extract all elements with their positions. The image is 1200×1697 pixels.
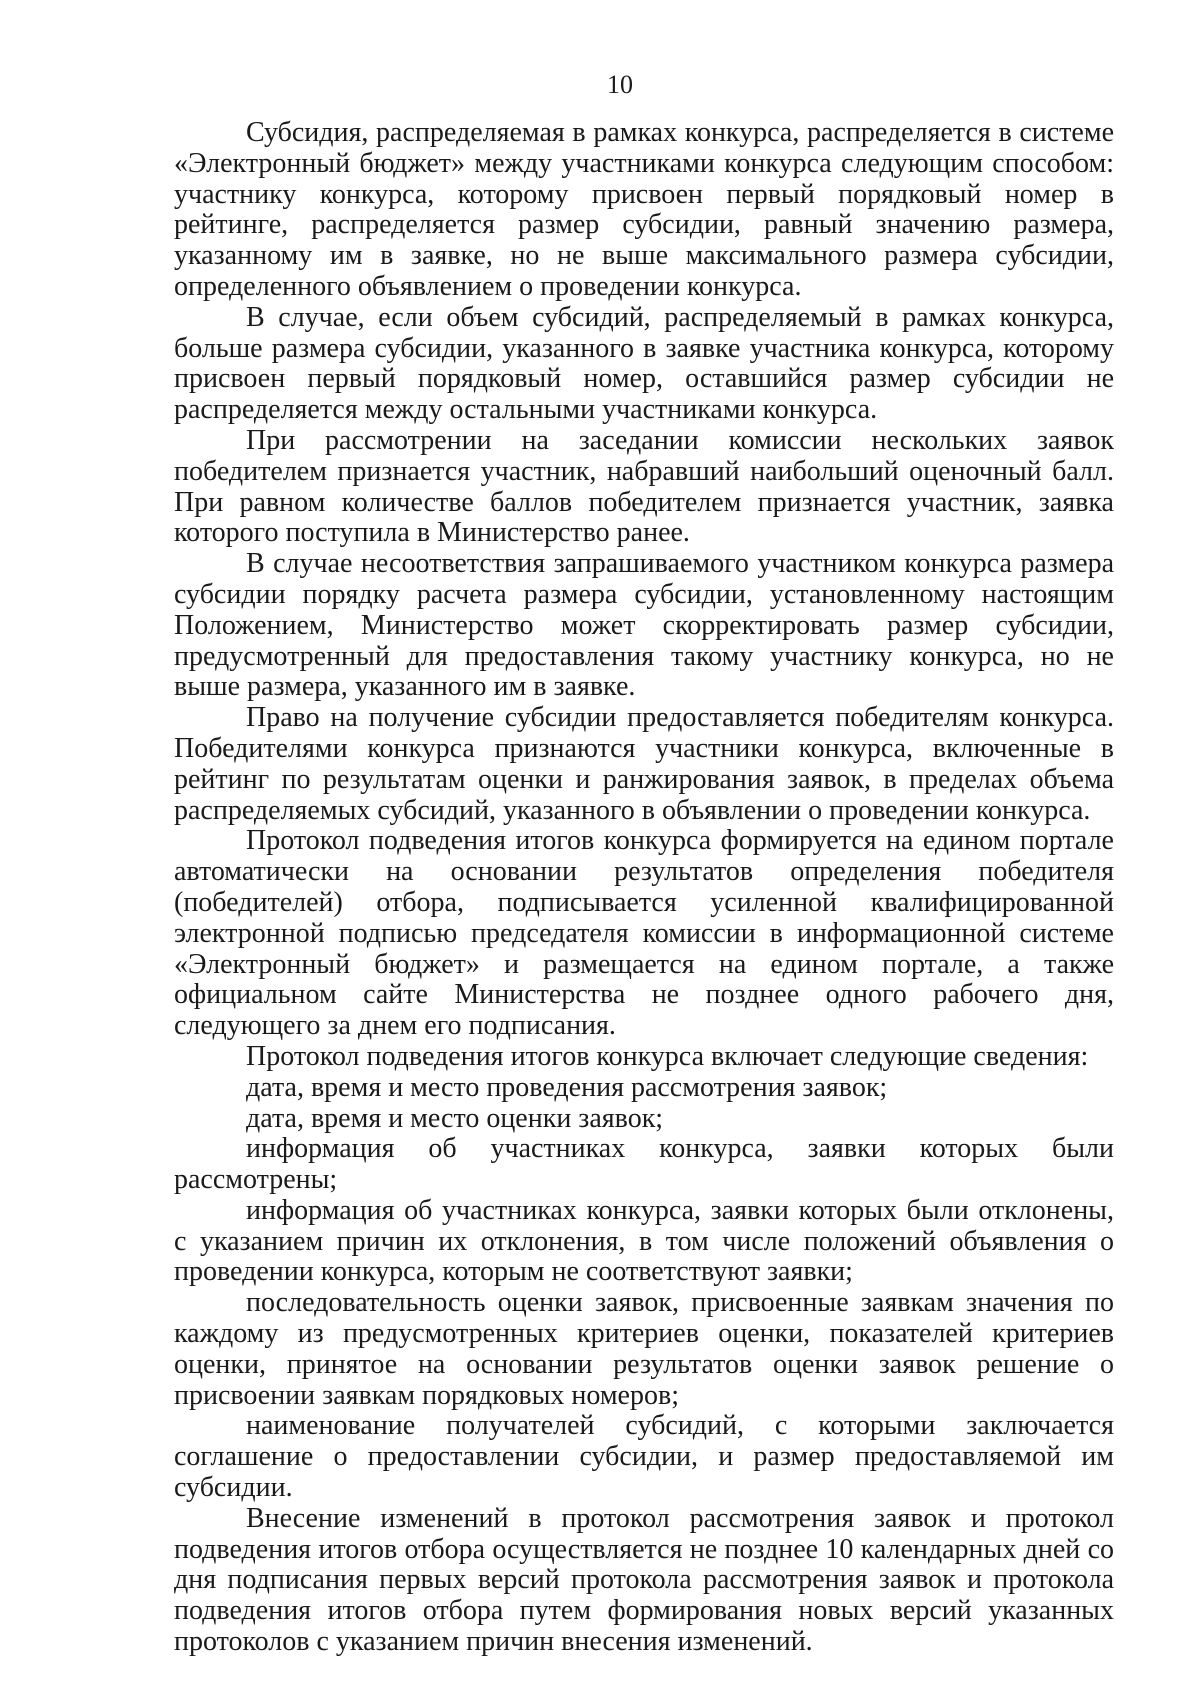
list-item-recipients: наименование получателей субсидий, с которыми заключается соглашение о предоставлении субсидии, и размер предоставляемой им субсидии. — [174, 1410, 1114, 1504]
paragraph-size-correction: В случае несоответствия запрашиваемого участником конкурса размера субсидии порядку расчета размера субсидии, установленному настоящим Положением, Министерство может скорректировать размер субсидии, предусмотренный для предоставления такому участнику конкурса, но не выше размера, указанного им в заявке. — [174, 548, 1114, 703]
page-number: 10 — [607, 70, 633, 99]
paragraph-winner-selection: При рассмотрении на заседании комиссии нескольких заявок победителем признается участник, набравший наибольший оценочный балл. При равном количестве баллов победителем признается участник, заявка которого поступила в Министерство ранее. — [174, 424, 1114, 549]
list-item-rejected-participants: информация об участниках конкурса, заявки которых были отклонены, с указанием причин их отклонения, в том числе положений объявления о проведении конкурса, которым не соответствуют заявки; — [174, 1194, 1114, 1288]
list-item-evaluation-date: дата, время и место оценки заявок; — [246, 1102, 664, 1134]
paragraph-right-to-subsidy: Право на получение субсидии предоставляется победителям конкурса. Победителями конкурса признаются участники конкурса, включенные в рейтинг по результатам оценки и ранжирования заявок, в пределах объема распределяемых субсидий, указанного в объявлении о проведении конкурса. — [174, 702, 1114, 826]
paragraph-protocol-amendments: Внесение изменений в протокол рассмотрения заявок и протокол подведения итогов отбора осуществляется не позднее 10 календарных дней со дня подписания первых версий протокола рассмотрения заявок и протокола подведения итогов отбора путем формирования новых версий указанных протоколов с указанием причин внесения изменений. — [174, 1502, 1114, 1658]
paragraph-subsidy-distribution: Субсидия, распределяемая в рамках конкурса, распределяется в системе «Электронный бюджет» между участниками конкурса следующим способом: участнику конкурса, которому присвоен первый порядковый номер в рейтинге, распределяется размер субсидии, равный значению размера, указанному им в заявке, но не выше максимального размера субсидии, определенного объявлением о проведении конкурса. — [174, 117, 1114, 302]
list-item-evaluation-sequence: последовательность оценки заявок, присвоенные заявкам значения по каждому из предусмотренных критериев оценки, показателей критериев оценки, принятое на основании результатов оценки заявок решение о присвоении заявкам порядковых номеров; — [174, 1287, 1114, 1411]
paragraph-remaining-subsidy: В случае, если объем субсидий, распределяемый в рамках конкурса, больше размера субсидии, указанного в заявке участника конкурса, которому присвоен первый порядковый номер, оставшийся размер субсидии не распределяется между остальными участниками конкурса. — [174, 301, 1114, 426]
list-item-reviewed-participants: информация об участниках конкурса, заявки которых были рассмотрены; — [174, 1133, 1114, 1196]
list-item-review-date: дата, время и место проведения рассмотрения заявок; — [246, 1071, 888, 1103]
document-body — [174, 118, 1114, 1658]
paragraph-protocol-contents: Протокол подведения итогов конкурса включает следующие сведения: — [246, 1040, 1089, 1072]
paragraph-protocol-formation: Протокол подведения итогов конкурса формируется на едином портале автоматически на основании результатов определения победителя (победителей) отбора, подписывается усиленной квалифицированной электронной подписью председателя комиссии в информационной системе «Электронный бюджет» и размещается на едином портале, а также официальном сайте Министерства не позднее одного рабочего дня, следующего за днем его подписания. — [174, 825, 1114, 1042]
